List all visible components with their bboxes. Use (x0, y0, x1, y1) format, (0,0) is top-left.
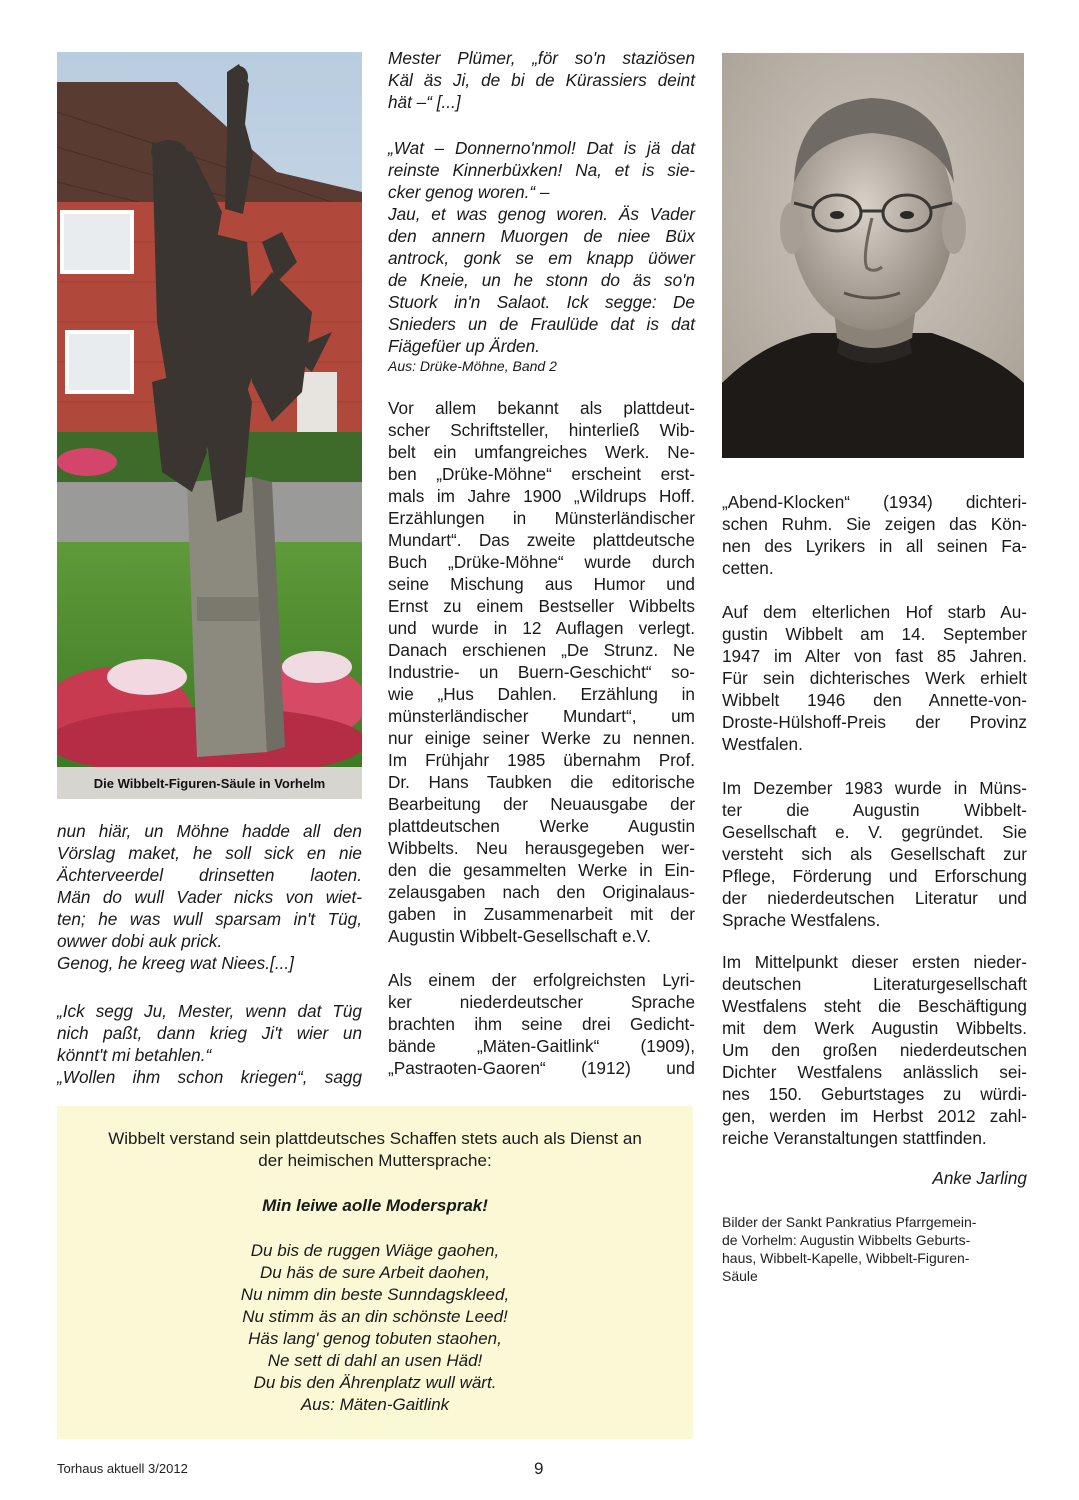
text-line: Snieders un de Fraulüde dat is dat (388, 314, 695, 334)
text-line: Im Frühjahr 1985 übernahm Prof. (388, 750, 695, 770)
text-line: Fiägefüer up Ärden. (388, 336, 540, 356)
text-line: Im Dezember 1983 wurde in Müns- (722, 778, 1027, 798)
text-line: Danach erschienen „De Strunz. Ne (388, 640, 695, 660)
text-line: nur einige seiner Werke zu nennen. (388, 728, 695, 748)
text-line: Als einem der erfolgreichsten Lyri- (388, 970, 695, 990)
text-line: Dr. Hans Taubken die editorische (388, 772, 695, 792)
text-line: Genog, he kreeg wat Niees.[...] (57, 953, 294, 973)
image-credits (722, 1213, 1027, 1285)
text-line: Män do wull Vader nicks von wiet- (57, 887, 362, 907)
portrait-photo (722, 53, 1024, 458)
poem-line: Du bis den Ährenplatz wull wärt. (253, 1373, 497, 1392)
text-line: bände „Mäten-Gaitlink“ (1909), (388, 1036, 695, 1056)
poem-line: Du bis de ruggen Wiäge gaohen, (250, 1241, 500, 1260)
text-line: hät –“ [...] (388, 92, 461, 112)
text-line: mit dem Werk Augustin Wibbelts. (722, 1018, 1027, 1038)
text-line: Mester Plümer, „för so'n staziösen (388, 48, 695, 68)
text-line: Droste-Hülshoff-Preis der Provinz (722, 712, 1027, 732)
text-line: reiche Veranstaltungen stattfinden. (722, 1128, 987, 1148)
text-line: Westfalen. (722, 734, 803, 754)
text-line: Ernst zu einem Bestseller Wibbelts (388, 596, 695, 616)
statue-photo (57, 52, 362, 767)
text-line: cker genog woren.“ – (388, 182, 550, 202)
text-line: münsterländischer Mundart“, um (388, 706, 695, 726)
text-line: ker niederdeutscher Sprache (388, 992, 695, 1012)
dialect-excerpt-middle-2 (388, 137, 695, 375)
text-line: deutschen Literaturgesellschaft (722, 974, 1027, 994)
text-line: nun hiär, un Möhne hadde all den (57, 821, 362, 841)
text-line: Käl äs Ji, de bi de Kürassiers deint (388, 70, 695, 90)
text-line: Auf dem elterlichen Hof starb Au- (722, 602, 1027, 622)
text-line: Sprache Westfalens. (722, 910, 881, 930)
text-line: 1947 im Alter von fast 85 Jahren. (722, 646, 1027, 666)
text-line: „Ick segg Ju, Mester, wenn dat Tüg (57, 1001, 362, 1021)
text-line: Vor allem bekannt als plattdeut- (388, 398, 695, 418)
text-line: schen Ruhm. Sie zeigen das Kön- (722, 514, 1027, 534)
text-line: ter die Augustin Wibbelt- (722, 800, 1027, 820)
text-line: Gesellschaft e. V. gegründet. Sie (722, 822, 1027, 842)
text-line: Für sein dichterisches Werk erhielt (722, 668, 1027, 688)
poem-intro (57, 1128, 693, 1172)
poem-line: Häs lang' genog tobuten staohen, (248, 1329, 502, 1348)
text-line: wie „Hus Dahlen. Erzählung in (388, 684, 695, 704)
poem-lines (57, 1240, 693, 1416)
prose-paragraph-1 (388, 397, 695, 947)
publication-footer: Torhaus aktuell 3/2012 (57, 1461, 188, 1476)
text-line: „Wat – Donnerno'nmol! Dat is jä dat (388, 138, 695, 158)
text-line: „Wollen ihm schon kriegen“, sagg (57, 1067, 362, 1087)
text-line: owwer dobi auk prick. (57, 931, 223, 951)
text-line: „Abend-Klocken“ (1934) dichteri- (722, 492, 1027, 512)
right-paragraph-3 (722, 777, 1027, 931)
text-line: der niederdeutschen Literatur und (722, 888, 1027, 908)
text-line: den die gesammelten Werke in Ein- (388, 860, 695, 880)
dialect-excerpt-left-1 (57, 820, 362, 974)
text-line: belt ein umfangreiches Werk. Ne- (388, 442, 695, 462)
right-paragraph-4 (722, 951, 1027, 1149)
text-line: scher Schriftsteller, hinterließ Wib- (388, 420, 695, 440)
author-name: Anke Jarling (932, 1168, 1027, 1188)
poem-line: Du häs de sure Arbeit daohen, (260, 1263, 490, 1282)
text-line: nes 150. Geburtstages zu würdi- (722, 1084, 1027, 1104)
page-number: 9 (534, 1459, 544, 1478)
text-line: Stuork in'n Salaot. Ick segge: De (388, 292, 695, 312)
portrait-illustration (722, 53, 1024, 458)
statue-illustration (57, 52, 362, 767)
text-line: Industrie- un Buern-Geschicht“ so- (388, 662, 695, 682)
text-line: Wibbelts. Neu herausgegeben wer- (388, 838, 695, 858)
text-line: Pflege, Förderung und Erforschung (722, 866, 1027, 886)
text-line: Westfalens steht die Beschäftigung (722, 996, 1027, 1016)
text-line: Bilder der Sankt Pankratius Pfarrgemein- (722, 1214, 977, 1230)
text-line: Wibbelt 1946 den Annette-von- (722, 690, 1027, 710)
text-line: und wurde in 12 Auflagen verlegt. (388, 618, 695, 638)
text-line: Wibbelt verstand sein plattdeutsches Schaffen stets auch als Dienst an (108, 1129, 642, 1148)
text-line: de Kneie, un he stonn do äs so'n (388, 270, 695, 290)
text-line: der heimischen Muttersprache: (258, 1151, 492, 1170)
text-line: Vörslag maket, he soll sick en nie (57, 843, 362, 863)
text-line: reinste Kinnerbüxken! Na, et is sie- (388, 160, 695, 180)
right-paragraph-1 (722, 491, 1027, 579)
text-line: de Vorhelm: Augustin Wibbelts Geburts- (722, 1232, 971, 1248)
text-line: Ächterveerdel drinsetten laoten. (57, 865, 362, 885)
text-line: gen, werden im Herbst 2012 zahl- (722, 1106, 1027, 1126)
text-line: haus, Wibbelt-Kapelle, Wibbelt-Figuren- (722, 1250, 970, 1266)
text-line: Im Mittelpunkt dieser ersten nieder- (722, 952, 1027, 972)
text-line: Erzählungen in Münsterländischer (388, 508, 695, 528)
text-line: Dichter Westfalens anlässlich sei- (722, 1062, 1027, 1082)
text-line: Mundart“. Das zweite plattdeutsche (388, 530, 695, 550)
text-line: antrock, gonk se em knapp üöwer (388, 248, 695, 268)
text-line: brachten ihm seine drei Gedicht- (388, 1014, 695, 1034)
poem-title: Min leiwe aolle Modersprak! (262, 1196, 488, 1215)
caption-bar (57, 767, 362, 799)
dialect-excerpt-middle-1 (388, 47, 695, 113)
poem-line: Ne sett di dahl an usen Häd! (267, 1351, 483, 1370)
text-line: Um den großen niederdeutschen (722, 1040, 1027, 1060)
text-line: Buch „Drüke-Möhne“ wurde durch (388, 552, 695, 572)
text-line: Augustin Wibbelt-Gesellschaft e.V. (388, 926, 652, 946)
text-line: „Pastraoten-Gaoren“ (1912) und (388, 1058, 695, 1078)
text-line: den annern Muorgen de niee Büx (388, 226, 695, 246)
text-line: Säule (722, 1268, 758, 1284)
poem-box (57, 1106, 693, 1439)
text-line: zelausgaben nach den Originalaus- (388, 882, 695, 902)
text-line: nen des Lyrikers in all seinen Fa- (722, 536, 1027, 556)
poem-source: Aus: Mäten-Gaitlink (300, 1395, 450, 1414)
poem-line: Nu stimm äs an din schönste Leed! (242, 1307, 508, 1326)
text-line: ben „Drüke-Möhne“ erscheint erst- (388, 464, 695, 484)
text-line: gustin Wibbelt am 14. September (722, 624, 1027, 644)
prose-paragraph-2 (388, 969, 695, 1079)
text-line: seine Mischung aus Humor und (388, 574, 695, 594)
text-line: plattdeutschen Werke Augustin (388, 816, 695, 836)
poem-line: Nu nimm din beste Sunndagskleed, (240, 1285, 510, 1304)
text-line: könnt't mi betahlen.“ (57, 1045, 212, 1065)
text-line: ten; he was wull sparsam in't Tüg, (57, 909, 362, 929)
text-line: Jau, et was genog woren. Äs Vader (388, 204, 695, 224)
text-line: mals im Jahre 1900 „Wildrups Hoff. (388, 486, 695, 506)
photo-caption: Die Wibbelt-Figuren-Säule in Vorhelm (93, 775, 326, 791)
text-line: versteht sich als Gesellschaft zur (722, 844, 1027, 864)
text-line: nich paßt, dann krieg Ji't wier un (57, 1023, 362, 1043)
text-line: Bearbeitung der Neuausgabe der (388, 794, 695, 814)
dialect-excerpt-left-2 (57, 1000, 362, 1088)
source-citation: Aus: Drüke-Möhne, Band 2 (388, 358, 557, 374)
text-line: gaben in Zusammenarbeit mit der (388, 904, 695, 924)
text-line: cetten. (722, 558, 774, 578)
right-paragraph-2 (722, 601, 1027, 755)
